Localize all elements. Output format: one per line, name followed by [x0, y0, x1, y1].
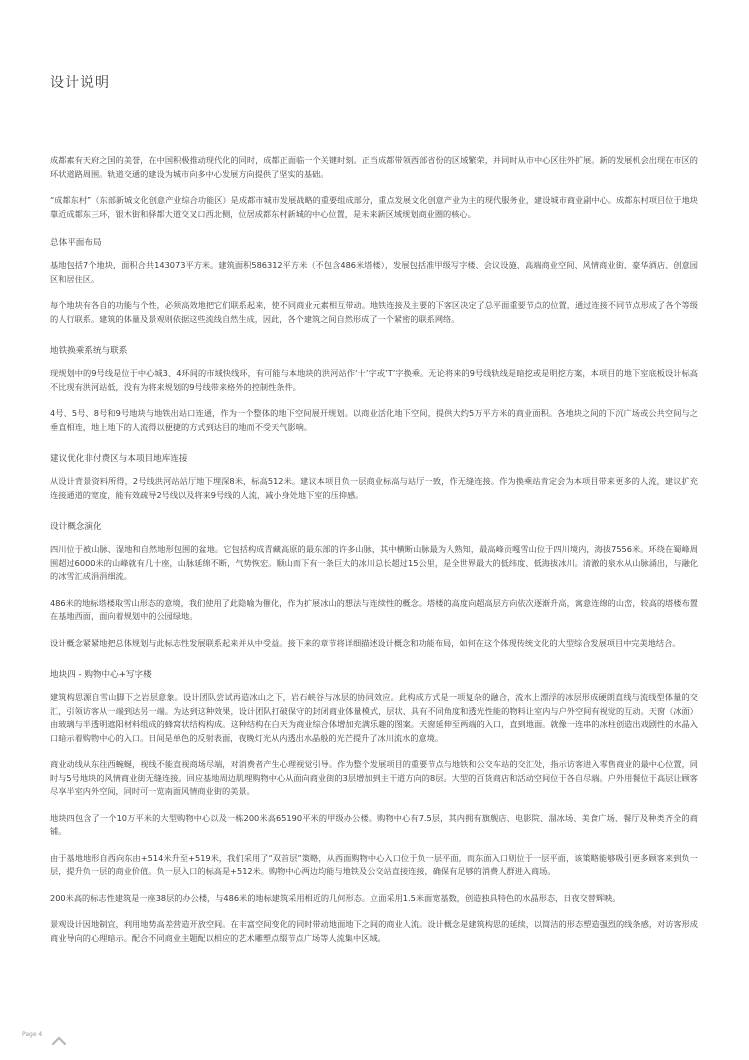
section-heading: 建议优化非付费区与本项目地库连接 — [50, 454, 188, 464]
body-paragraph: 200米高的标志性建筑是一座38层的办公楼，与486米的地标建筑采用相近的几何形态。立面采用1.5米面宽基数，创造独具特色的水晶形态，日夜交替辉映。 — [50, 892, 621, 903]
mountain-chevron-icon — [52, 1030, 66, 1039]
body-paragraph: 景观设计因地制宜，利用地势高差营造开放空间。在丰富空间变化的同时带动地面地下之间的商业人流。设计概念是建筑构思的延续，以简洁的形态塑造强烈的线条感，对访客形成商业导向的心理暗示。配合不同商业主题配以相应的艺术雕塑点缀节点广场等人流集中区域。 — [50, 919, 698, 943]
body-paragraph: 现规划中的9号线是位于中心城3、4环间的市域快线环，有可能与本地块的洪河站作‘十’字或‘T’字换乘。无论将来的9号线轨线是暗挖或是明挖方案，本项目的地下室底板设计标高不比现有洪河站低，没有为将来规划的9号线带来格外的控制性条件。 — [50, 368, 698, 392]
section-heading: 地块四 - 购物中心+写字楼 — [50, 670, 152, 680]
body-paragraph: 地块四包含了一个10万平米的大型购物中心以及一栋200米高65190平米的甲级办公楼。购物中心有7.5层，其内拥有旗舰店、电影院、溜冰场、美食广场、餐厅及种类齐全的商铺。 — [50, 812, 698, 836]
section-heading: 设计概念演化 — [50, 522, 102, 532]
body-paragraph: 每个地块有各自的功能与个性，必须高效地把它们联系起来，使不同商业元素相互带动。地铁连接及主要的下客区决定了总平面重要节点的位置，通过连接不同节点形成了各个等级的人行联系。建筑的体量及景观则依据这些流线自然生成，因此，各个建筑之间自然形成了一个紧密的联系网络。 — [50, 300, 698, 324]
body-paragraph: 基地包括7个地块，面积合共143073平方米。建筑面积586312平方米（不包含486米塔楼），发展包括准甲级写字楼、会议设施、高端商业空间、风情商业街、豪华酒店、创意园区和居住区。 — [50, 260, 698, 284]
section-heading: 地铁换乘系统与联系 — [50, 346, 128, 356]
body-paragraph: 四川位于被山脉、湿地和自然地形包围的盆地。它包括构成青藏高原的最东部的许多山脉，其中横断山脉最为人熟知，最高峰贡嘎雪山位于四川境内，海拔7556米。环绕在蜀峰周围超过6000米的山峰就有几十座，山脉延绵不断，气势恢宏。顺山而下有一条巨大的冰川总长超过15公里，是全世界最大的低纬度、低海拔冰川。清澈的泉水从山脉涌出，与融化的冰雪汇成涓涓细流。 — [50, 544, 698, 581]
intro-paragraph: “成都东村”（东部新城文化创意产业综合功能区）是成都市城市发展战略的重要组成部分，重点发展文化创意产业为主的现代服务业，建设城市商业副中心。成都东村项目位于地块靠近成都东三环，银木街和驿都大道交叉口西北侧，位居成都东村新城的中心位置，是未来新区域规划商业圈的核心。 — [50, 195, 698, 219]
section-heading: 总体平面布局 — [50, 238, 102, 248]
body-paragraph: 建筑构思源自雪山脚下之岩层意象。设计团队尝试再造冰山之下，岩石峡谷与冰层的协同效应。此构成方式是一项复杂的融合，流水上漂浮的冰层形成硬朗直线与流线型体量的交汇，引领访客从一端到达另一端。为达到这种效果，设计团队打破保守的封闭商业体量模式，层状、具有不同角度和透光性能的物料让室内与户外空间有视觉的互动。天窗（冰面）由玻璃与半透明遮阳材料组成的蜂窝状结构构成。这种结构在白天为商业综合体增加充满乐趣的图案。天窗延伸至两端的入口，直到地面。就像一连串的冰柱创造出戏剧性的水晶入口暗示着购物中心的入口。日间是单色的反射表面，夜晚灯光从内透出水晶般的光芒提升了冰川流水的意境。 — [50, 692, 698, 743]
page-number: Page 4 — [22, 1031, 43, 1038]
body-paragraph: 商业动线从东往西蜿蜒，视线不能直视商场尽端，对消费者产生心理视觉引导。作为整个发展项目的重要节点与地铁和公交车站的交汇处，指示访客进入零售商业的最中心位置，同时与5号地块的风情商业街无缝连接。回应基地周边肌理购物中心从面向商业街的3层增加到主干道方向的8层。大型的百货商店和活动空间位于各自尽端。户外用餐位于高层让顾客尽享半室内外空间，同时可一览南面风情商业街的美景。 — [50, 759, 698, 796]
body-paragraph: 由于基地地形自西向东由+514米升至+519米，我们采用了“双首层”策略，从西面购物中心入口位于负一层平面，而东面入口则位于一层平面，该策略能够吸引更多顾客来到负一层，提升负一层的商业价值。负一层入口的标高是+512米。购物中心两边均能与地铁及公交站直接连接，确保有足够的消费人群进入商场。 — [50, 852, 698, 876]
page-footer — [22, 1030, 66, 1039]
page-title: 设计说明 — [50, 75, 110, 91]
document-body — [50, 154, 698, 958]
body-paragraph: 从设计背景资料所得，2号线洪河站站厅地下埋深8米，标高512米。建议本项目负一层商业标高与站厅一致，作无缝连接。作为换乘站肯定会为本项目带来更多的人流，建议扩充连接通道的宽度，能有效疏导2号线以及将来9号线的人流，减小身处地下室的压抑感。 — [50, 476, 698, 500]
body-paragraph: 4号、5号、8号和9号地块与地铁出站口连通，作为一个整体的地下空间展开规划。以商业活化地下空间，提供大约5万平方米的商业面积。各地块之间的下沉广场或公共空间与之垂直相连，地上地下的人流得以便捷的方式到达目的地而不受天气影响。 — [50, 408, 698, 432]
body-paragraph: 486米的地标塔楼取雪山形态的意境，我们使用了此隐喻为催化，作为扩展冰山的想法与连续性的概念。塔楼的高度向超高层方向依次逐渐升高，寓意连绵的山峦，较高的塔楼布置在基地西面，面向着规划中的公园绿地。 — [50, 597, 698, 621]
body-paragraph: 设计概念紧紧地把总体规划与此标志性发展联系起来并从中受益。接下来的章节将详细描述设计概念和功能布局，如何在这个体现传统文化的大型综合发展项目中完美地结合。 — [50, 637, 681, 648]
intro-paragraph: 成都素有天府之国的美誉，在中国积极推动现代化的同时，成都正面临一个关键时刻。正当成都带领西部省份的区域繁荣，并同时从市中心区往外扩展。新的发展机会出现在市区的环状道路周围。轨道交通的建设为城市向多中心发展方向提供了坚实的基础。 — [50, 155, 698, 179]
